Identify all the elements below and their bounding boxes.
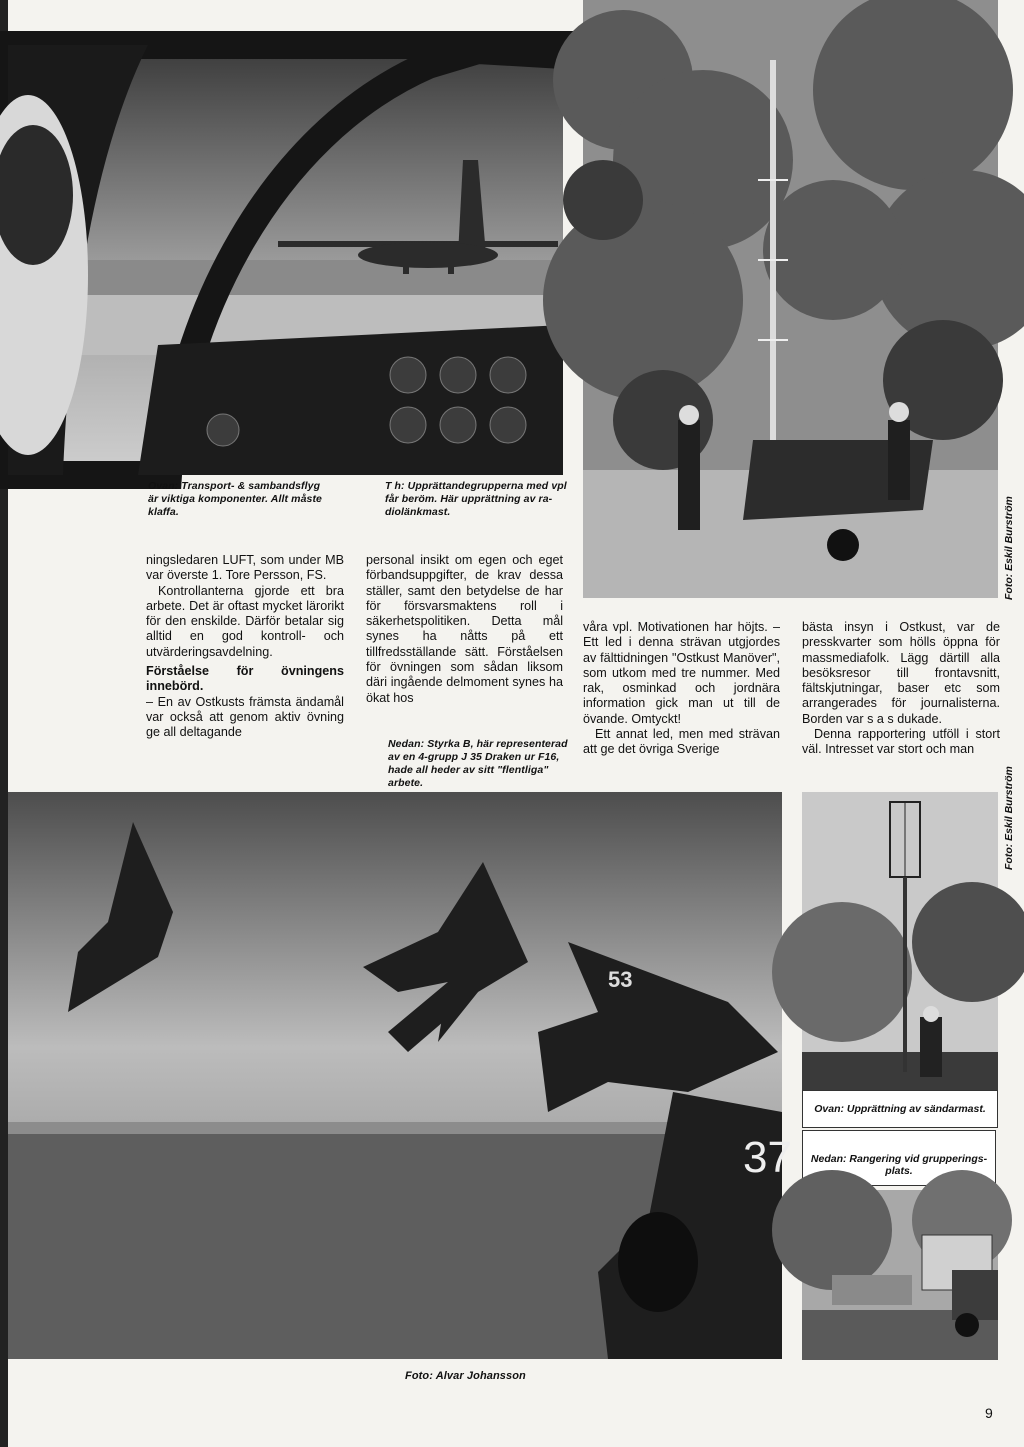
paragraph: Kontrollanterna gjorde ett bra arbete. Det är oftast mycket lärorikt för den enskilde. Därför betalar sig alltid en god kontroll- och utvärderingsavdelning. [146,583,344,659]
paragraph: våra vpl. Motivationen har höjts. – Ett led i denna strävan utgjordes av fälttidningen "Ostkust Manöver", som utkom med tre nummer. Med rak, osminkad och jordnära information gick man ut till de övande. Omtyckt! [583,620,780,726]
section-heading: Förståelse för övningens innebörd. [146,664,344,694]
caption-line: T h: Upprättandegrupperna med vpl [385,480,567,492]
caption-line: Nedan: Rangering vid grupperings- [810,1153,988,1165]
tail-number-37: 37 [743,1133,792,1182]
caption-line: Ovan: Upprättning av sändarmast. [814,1103,986,1115]
caption-line: Nedan: Styrka B, här representerad [388,738,568,750]
photo-credit-mast: Foto: Eskil Burström [1003,766,1015,870]
caption-line: Ovan: Transport- & sambandsflyg [148,480,321,492]
paragraph: – En av Ostkusts främsta ändamål var också att genom aktiv övning ge all deltagande [146,694,344,740]
photo-credit-forest: Foto: Eskil Burström [1003,496,1015,600]
transmitter-mast-photo [802,792,998,1090]
paragraph: Denna rapportering utföll i stort väl. Intresset var stort och man [802,727,1000,757]
caption-line: diolänkmast. [385,506,451,518]
caption-line: är viktiga komponenter. Allt måste [148,493,322,505]
caption-line: arbete. [388,777,424,789]
caption-radio-mast [385,480,575,519]
text-column-1 [146,553,344,741]
text-column-3 [583,620,780,758]
cockpit-photo [8,45,563,475]
caption-cockpit [148,480,373,519]
photo-credit-draken: Foto: Alvar Johansson [405,1370,526,1382]
caption-line: av en 4-grupp J 35 Draken ur F16, [388,751,560,763]
paragraph: bästa insyn i Ostkust, var de presskvarter som hölls öppna för massmediafolk. Lägg därtill alla besöksresor till frontavsnitt, fältskjutningar, baser etc som arrangerades för journalisterna. Borden var s a s dukade. [802,620,1000,726]
caption-line: får beröm. Här upprättning av ra- [385,493,553,505]
caption-draken [388,738,568,790]
paragraph: Ett annat led, men med strävan att ge det övriga Sverige [583,727,780,757]
vehicle-camp-photo [802,1190,998,1360]
tail-number-53: 53 [608,967,633,992]
page-number: 9 [985,1405,993,1421]
caption-sandarmast [802,1090,998,1128]
paragraph: ningsledaren LUFT, som under MB var överste 1. Tore Persson, FS. [146,553,344,583]
caption-line: klaffa. [148,506,179,518]
radio-mast-forest-photo [583,0,998,598]
text-column-4 [802,620,1000,758]
draken-formation-photo [8,792,792,1359]
caption-line: hade all heder av sitt "flentliga" [388,764,549,776]
text-column-2 [366,553,563,706]
paragraph: personal insikt om egen och eget förbandsuppgifter, de krav dessa ställer, samt den betydelse de har för försvarsmaktens roll i säkerhetspolitiken. Detta mål synes ha nåtts på ett tillfredsställande sätt. Förståelsen för övningen som sådan liksom däri ingående delmoment synes ha ökat hos [366,553,563,705]
caption-line: plats. [885,1165,913,1177]
